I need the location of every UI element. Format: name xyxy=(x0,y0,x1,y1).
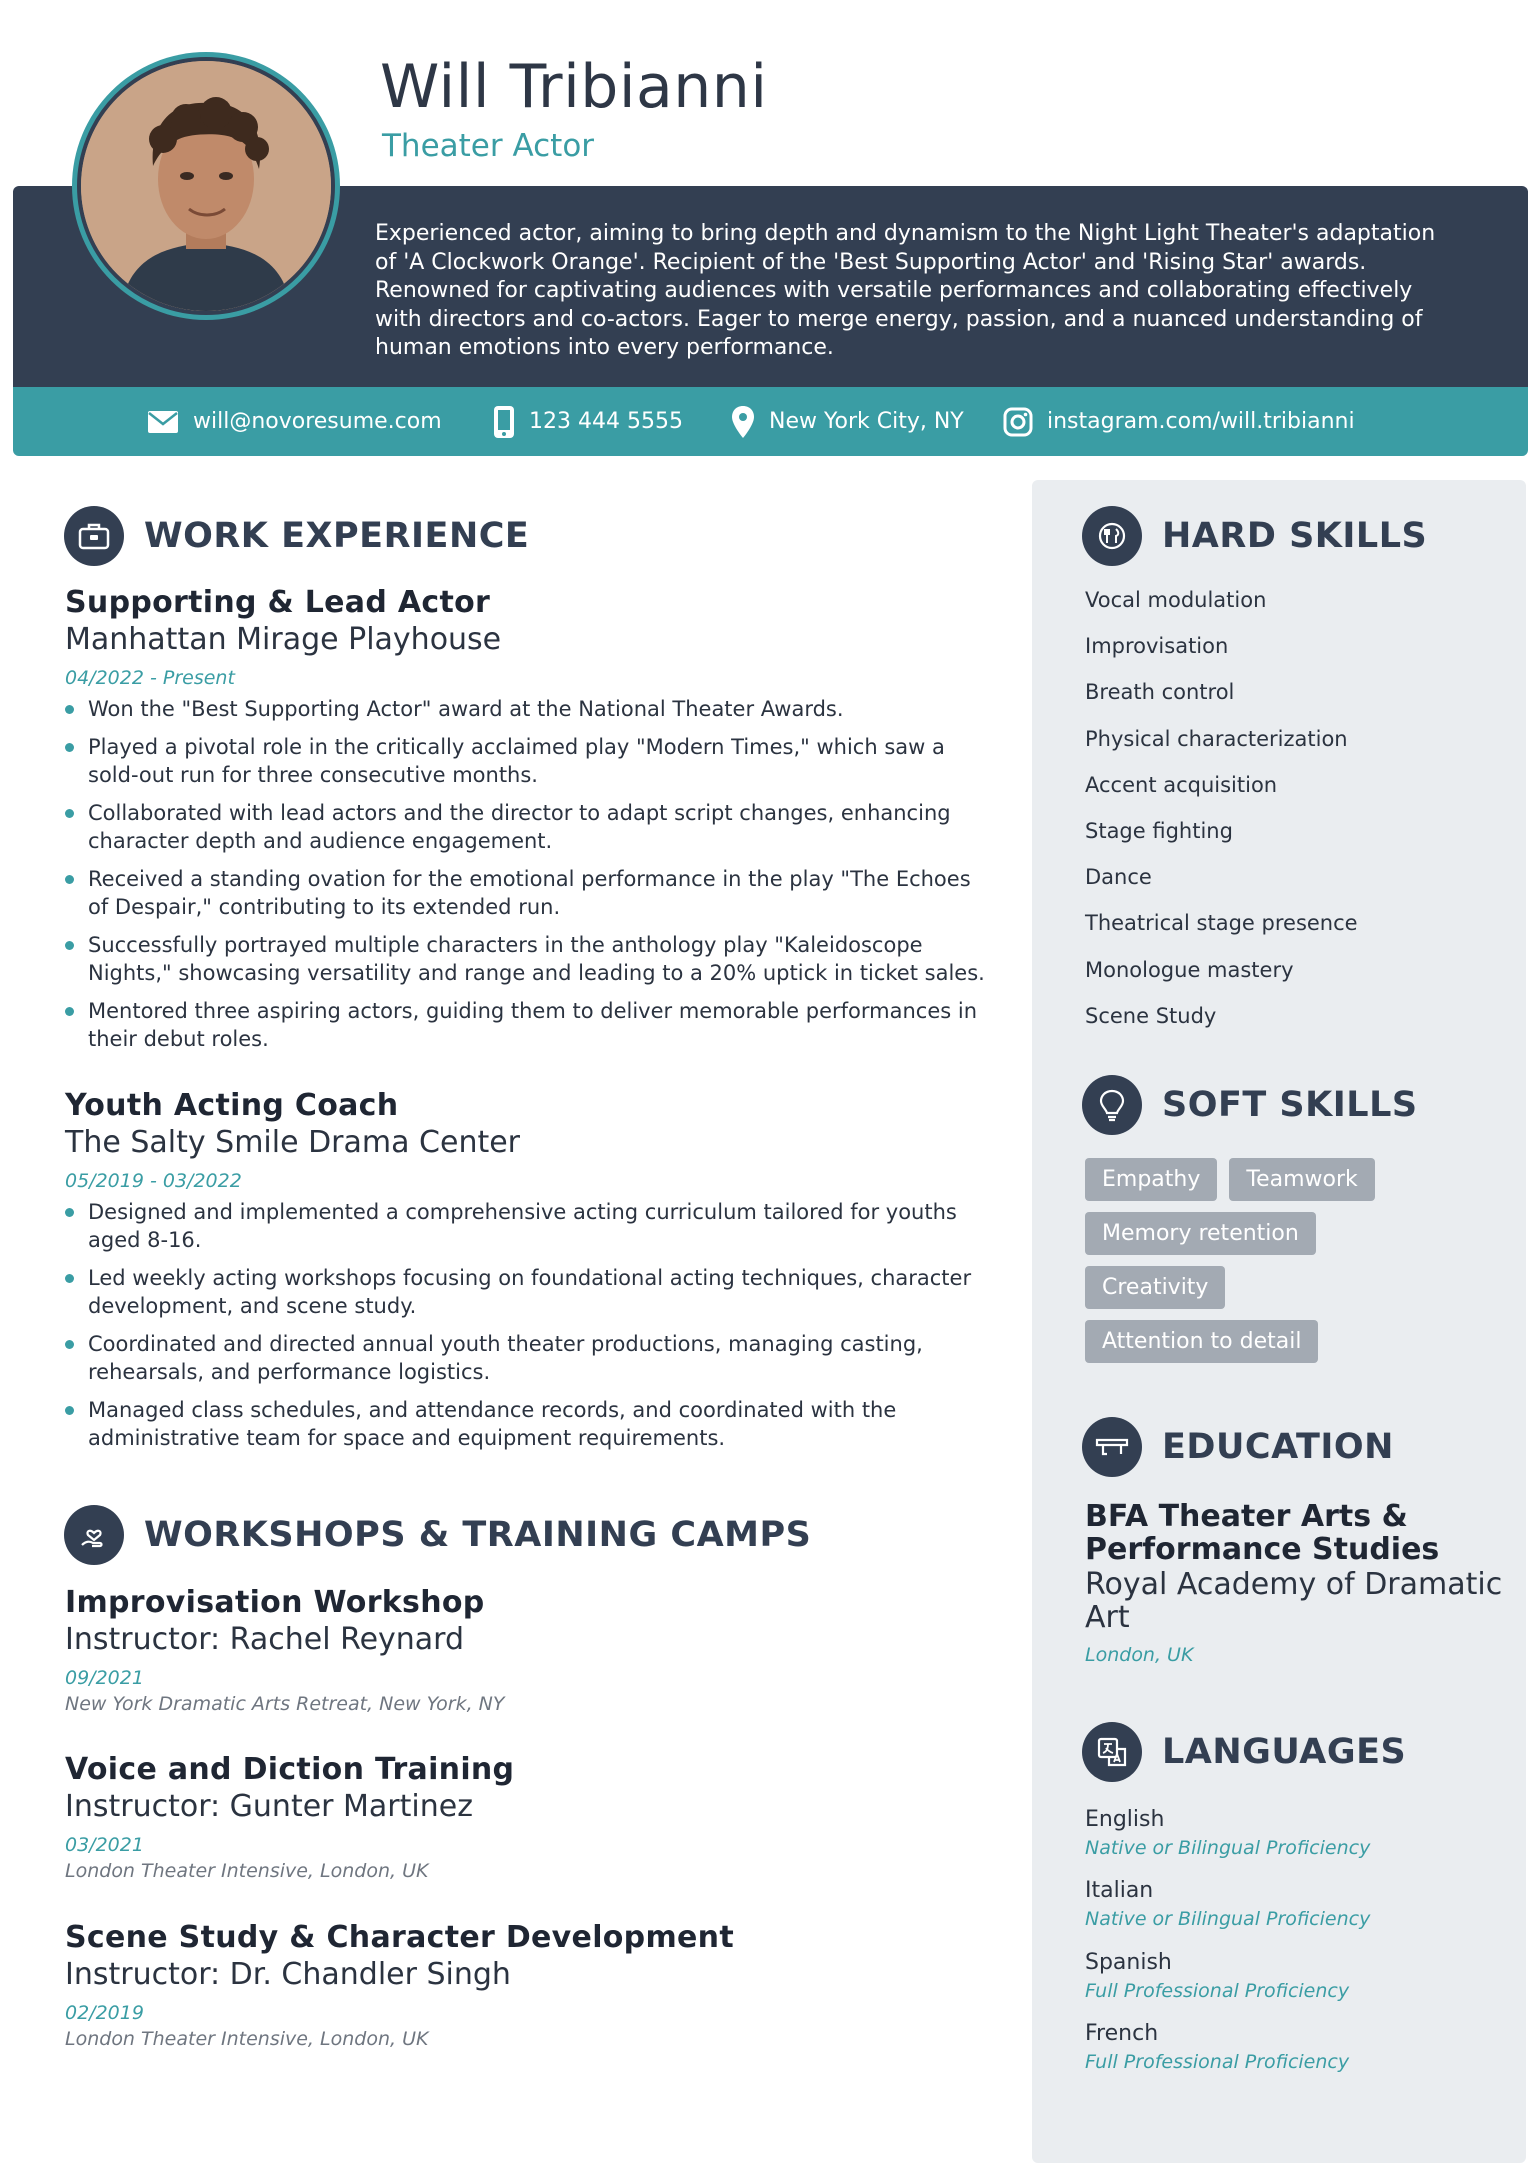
education-header xyxy=(1082,1417,1394,1477)
contact-phone[interactable] xyxy=(493,387,683,456)
phone-icon xyxy=(493,405,515,439)
bullet-item: Successfully portrayed multiple characters in the anthology play "Kaleidoscope Nights," showcasing versatility and range and leading to a 20% uptick in ticket sales. xyxy=(65,931,985,987)
workshop-title: Voice and Diction Training xyxy=(65,1752,515,1787)
hard-skills-list xyxy=(1085,585,1358,1047)
hand-heart-icon xyxy=(64,1505,124,1565)
location-text: New York City, NY xyxy=(769,409,964,434)
job-dates: 05/2019 - 03/2022 xyxy=(65,1170,242,1192)
bullet-item: Received a standing ovation for the emotional performance in the play "The Echoes of Despair," contributing to its extended run. xyxy=(65,865,985,921)
workshop-place: London Theater Intensive, London, UK xyxy=(65,2028,429,2050)
language-name: English xyxy=(1085,1807,1165,1832)
soft-skills-header xyxy=(1082,1075,1418,1135)
skill-tag: Memory retention xyxy=(1085,1212,1316,1255)
job-company: Manhattan Mirage Playhouse xyxy=(65,622,502,657)
summary-text: Experienced actor, aiming to bring depth and dynamism to the Night Light Theater's adaptation of 'A Clockwork Orange'. Recipient of the 'Best Supporting Actor' and 'Rising Star' awards. Renowned for captivating audiences with versatile performances and collaborating effectively with directors and co-actors. Eager to merge energy, passion, and a nuanced understanding of human emotions into every performance. xyxy=(375,221,1436,360)
work-experience-header xyxy=(64,506,529,566)
lightbulb-icon xyxy=(1082,1075,1142,1135)
language-item xyxy=(1085,1876,1505,1947)
bullet-item: Managed class schedules, and attendance records, and coordinated with the administrative team for space and equipment requirements. xyxy=(65,1396,985,1452)
workshop-instructor: Instructor: Gunter Martinez xyxy=(65,1789,473,1824)
contact-location xyxy=(731,387,964,456)
job-role: Youth Acting Coach xyxy=(65,1088,399,1123)
envelope-icon xyxy=(147,410,179,434)
skill-tag: Creativity xyxy=(1085,1266,1225,1309)
workshops-header xyxy=(64,1505,811,1565)
bullet-item: Played a pivotal role in the critically acclaimed play "Modern Times," which saw a sold-out run for three consecutive months. xyxy=(65,733,985,789)
translate-icon xyxy=(1082,1722,1142,1782)
job-dates: 04/2022 - Present xyxy=(65,667,235,689)
job-role: Supporting & Lead Actor xyxy=(65,585,491,620)
language-level: Native or Bilingual Proficiency xyxy=(1085,1908,1371,1931)
skill-tag: Teamwork xyxy=(1229,1158,1374,1201)
language-item xyxy=(1085,1948,1505,2019)
job-company: The Salty Smile Drama Center xyxy=(65,1125,521,1160)
job-entry xyxy=(65,585,985,1063)
workshop-entry xyxy=(65,1920,985,2050)
section-title: WORK EXPERIENCE xyxy=(144,516,530,556)
skill-tag: Attention to detail xyxy=(1085,1320,1318,1363)
contact-bar xyxy=(13,387,1528,456)
education-degree: BFA Theater Arts & Performance Studies xyxy=(1085,1499,1440,1567)
language-item xyxy=(1085,2019,1505,2090)
bullet-item: Designed and implemented a comprehensive acting curriculum tailored for youths aged 8-16. xyxy=(65,1198,985,1254)
bullet-item: Led weekly acting workshops focusing on foundational acting techniques, character development, and scene study. xyxy=(65,1264,985,1320)
bullet-item: Coordinated and directed annual youth theater productions, managing casting, rehearsals, and performance logistics. xyxy=(65,1330,985,1386)
skill-item: Theatrical stage presence xyxy=(1085,911,1358,936)
location-pin-icon xyxy=(731,405,755,439)
profile-photo xyxy=(72,52,340,320)
workshop-date: 09/2021 xyxy=(65,1667,144,1689)
hard-skills-header xyxy=(1082,506,1427,566)
instagram-icon xyxy=(1003,407,1033,437)
education-entry xyxy=(1085,1500,1505,1666)
workshop-date: 02/2019 xyxy=(65,2002,144,2024)
workshop-date: 03/2021 xyxy=(65,1834,144,1856)
skill-item: Scene Study xyxy=(1085,1003,1217,1028)
portrait-illustration xyxy=(81,61,331,311)
workshop-entry xyxy=(65,1585,985,1715)
skill-item: Monologue mastery xyxy=(1085,957,1294,982)
bullet-item: Won the "Best Supporting Actor" award at the National Theater Awards. xyxy=(65,695,985,723)
candidate-name: Will Tribianni xyxy=(380,52,768,122)
section-title: WORKSHOPS & TRAINING CAMPS xyxy=(144,1515,812,1555)
tools-icon xyxy=(1082,506,1142,566)
language-level: Full Professional Proficiency xyxy=(1085,1979,1350,2002)
graduation-cap-icon xyxy=(1082,1417,1142,1477)
instagram-text: instagram.com/will.tribianni xyxy=(1047,409,1355,434)
section-title: SOFT SKILLS xyxy=(1162,1085,1418,1125)
workshop-place: London Theater Intensive, London, UK xyxy=(65,1860,429,1882)
workshop-instructor: Instructor: Dr. Chandler Singh xyxy=(65,1957,511,1992)
candidate-title: Theater Actor xyxy=(382,128,595,164)
skill-tag: Empathy xyxy=(1085,1158,1217,1201)
phone-text: 123 444 5555 xyxy=(529,409,683,434)
contact-instagram[interactable] xyxy=(1003,387,1355,456)
skill-item: Physical characterization xyxy=(1085,726,1348,751)
skill-item: Accent acquisition xyxy=(1085,772,1278,797)
soft-skills-tags xyxy=(1085,1158,1505,1374)
workshop-entry xyxy=(65,1752,985,1882)
job-entry xyxy=(65,1088,985,1462)
bullet-item: Collaborated with lead actors and the director to adapt script changes, enhancing character depth and audience engagement. xyxy=(65,799,985,855)
language-level: Native or Bilingual Proficiency xyxy=(1085,1837,1371,1859)
skill-item: Dance xyxy=(1085,865,1152,890)
skill-item: Breath control xyxy=(1085,680,1235,705)
skill-item: Vocal modulation xyxy=(1085,588,1267,612)
languages-header xyxy=(1082,1722,1406,1782)
workshop-place: New York Dramatic Arts Retreat, New York, NY xyxy=(65,1693,505,1715)
avatar xyxy=(77,57,335,315)
section-title: EDUCATION xyxy=(1162,1427,1394,1467)
language-name: Spanish xyxy=(1085,1949,1172,1975)
workshop-title: Improvisation Workshop xyxy=(65,1585,485,1620)
languages-list xyxy=(1085,1805,1505,2090)
briefcase-icon xyxy=(64,506,124,566)
education-school: Royal Academy of Dramatic Art xyxy=(1085,1567,1503,1635)
skill-item: Improvisation xyxy=(1085,634,1229,659)
language-item xyxy=(1085,1805,1505,1876)
contact-email[interactable] xyxy=(147,387,442,456)
section-title: LANGUAGES xyxy=(1162,1732,1407,1772)
email-text: will@novoresume.com xyxy=(193,409,442,434)
language-name: Italian xyxy=(1085,1878,1154,1904)
workshop-instructor: Instructor: Rachel Reynard xyxy=(65,1622,465,1657)
skill-item: Stage fighting xyxy=(1085,818,1233,843)
job-bullets xyxy=(65,695,985,1053)
language-level: Full Professional Proficiency xyxy=(1085,2050,1350,2073)
section-title: HARD SKILLS xyxy=(1162,516,1428,556)
education-location: London, UK xyxy=(1085,1644,1194,1666)
language-name: French xyxy=(1085,2020,1159,2046)
job-bullets xyxy=(65,1198,985,1452)
bullet-item: Mentored three aspiring actors, guiding them to deliver memorable performances in their debut roles. xyxy=(65,997,985,1053)
workshop-title: Scene Study & Character Development xyxy=(65,1920,734,1955)
